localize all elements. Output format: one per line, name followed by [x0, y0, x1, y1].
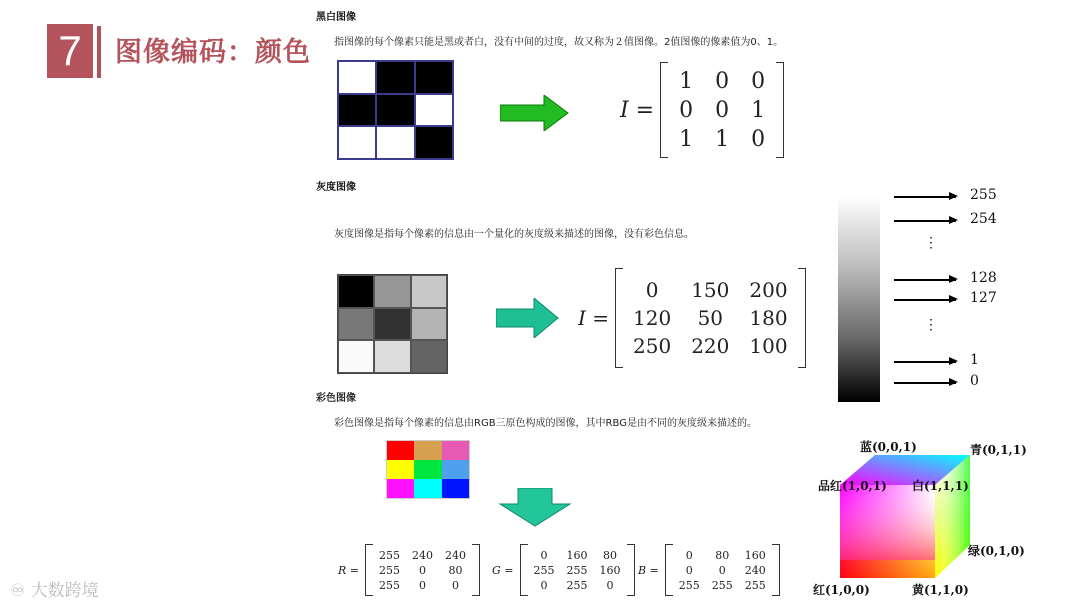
color-pixel [414, 441, 441, 460]
matrix-cell: 255 [379, 563, 400, 577]
matrix-cell: 0 [679, 97, 694, 123]
b-matrix [638, 544, 780, 596]
matrix-cell: 220 [691, 334, 730, 358]
cube-label-white: 白(1,1,1) [912, 479, 969, 493]
b-matrix-label: B = [638, 563, 659, 577]
matrix-cell: 0 [606, 578, 614, 592]
gray-description: 灰度图像是指每个像素的信息由一个量化的灰度级来描述的图像，没有彩色信息。 [334, 229, 694, 240]
color-pixel [387, 441, 414, 460]
bw-pixel [415, 94, 453, 127]
cube-label-blue: 蓝(0,0,1) [860, 440, 917, 454]
bw-pixel [376, 94, 414, 127]
cube-label-green: 绿(0,1,0) [968, 544, 1025, 558]
bw-pixel [376, 126, 414, 159]
bw-pixel [376, 61, 414, 94]
gray-arrow-icon [496, 298, 560, 338]
gray-pixel [411, 275, 447, 308]
matrix-cell: 160 [744, 548, 766, 562]
bw-pixel-grid [337, 60, 454, 160]
matrix-cell: 240 [744, 563, 766, 577]
down-arrow-icon [498, 488, 572, 528]
watermark-logo-icon: ♾ [10, 581, 31, 601]
gray-matrix [578, 268, 806, 368]
r-matrix-values [373, 548, 472, 593]
matrix-cell: 0 [751, 126, 766, 152]
color-pixel [414, 460, 441, 479]
matrix-cell: 0 [685, 548, 693, 562]
matrix-cell: 1 [679, 126, 694, 152]
color-pixel-grid [386, 440, 470, 499]
matrix-cell: 0 [715, 97, 730, 123]
bw-pixel [338, 94, 376, 127]
r-matrix-label: R = [338, 563, 359, 577]
matrix-cell: 255 [566, 563, 588, 577]
matrix-cell: 250 [633, 334, 672, 358]
bw-pixel [338, 126, 376, 159]
cube-label-cyan: 青(0,1,1) [970, 443, 1027, 457]
slide-title: 图像编码：颜色 [115, 37, 311, 68]
b-matrix-values [673, 548, 772, 593]
matrix-cell: 240 [445, 548, 466, 562]
color-pixel [442, 479, 469, 498]
gray-level-label: 254 [970, 211, 997, 227]
matrix-cell: 0 [540, 548, 548, 562]
bw-pixel [415, 61, 453, 94]
matrix-cell: 240 [412, 548, 433, 562]
matrix-cell: 0 [452, 578, 459, 592]
g-matrix-label: G = [492, 563, 514, 577]
cube-label-magenta: 品红(1,0,1) [818, 479, 887, 493]
matrix-cell: 0 [419, 578, 426, 592]
gray-level-ellipsis: ⋮ [924, 235, 938, 251]
gray-pixel [374, 275, 410, 308]
cube-label-yellow: 黄(1,1,0) [912, 583, 969, 597]
matrix-cell: 255 [566, 578, 588, 592]
gray-pixel [338, 308, 374, 341]
matrix-cell: 80 [603, 548, 618, 562]
matrix-cell: 180 [749, 306, 788, 330]
cube-label-red: 红(1,0,0) [813, 583, 870, 597]
gray-level-label: 128 [970, 270, 997, 286]
bw-matrix-values [668, 67, 776, 154]
bw-section-title: 黑白图像 [316, 12, 356, 23]
color-pixel [442, 460, 469, 479]
gray-level-label: 127 [970, 290, 997, 306]
gray-level-arrow-icon [894, 220, 956, 222]
matrix-cell: 0 [645, 278, 659, 302]
matrix-cell: 80 [715, 548, 730, 562]
matrix-cell: 1 [751, 97, 766, 123]
matrix-cell: 0 [751, 68, 766, 94]
header-divider [97, 26, 101, 78]
gray-level-arrow-icon [894, 279, 956, 281]
bw-matrix-label: I = [620, 97, 655, 123]
matrix-cell: 80 [448, 563, 463, 577]
g-matrix-values [528, 548, 627, 593]
gray-pixel [338, 340, 374, 373]
color-pixel [387, 479, 414, 498]
grayscale-gradient-bar [838, 196, 880, 402]
matrix-cell: 160 [599, 563, 621, 577]
rgb-cube [830, 450, 980, 585]
bw-description: 指图像的每个像素只能是黑或者白，没有中间的过度，故又称为２值图像。2值图像的像素值为0、1。 [334, 37, 784, 48]
color-pixel [442, 441, 469, 460]
gray-level-arrow-icon [894, 382, 956, 384]
bw-pixel [338, 61, 376, 94]
gray-pixel [374, 308, 410, 341]
matrix-cell: 255 [533, 563, 555, 577]
matrix-cell: 200 [749, 278, 788, 302]
gray-matrix-values [623, 276, 798, 360]
matrix-cell: 0 [685, 563, 693, 577]
matrix-cell: 0 [718, 563, 726, 577]
gray-level-ellipsis: ⋮ [924, 317, 938, 333]
bw-arrow-icon [500, 95, 570, 131]
matrix-cell: 160 [566, 548, 588, 562]
gray-level-label: 255 [970, 187, 997, 203]
matrix-cell: 255 [379, 578, 400, 592]
gray-pixel [411, 340, 447, 373]
color-description: 彩色图像是指每个像素的信息由RGB三原色构成的图像，其中RBG是由不同的灰度级来描述的。 [334, 418, 757, 429]
matrix-cell: 255 [711, 578, 733, 592]
gray-level-label: 0 [970, 373, 979, 389]
matrix-cell: 0 [540, 578, 548, 592]
r-matrix [338, 544, 480, 596]
matrix-cell: 255 [744, 578, 766, 592]
matrix-cell: 1 [679, 68, 694, 94]
gray-matrix-label: I = [578, 306, 610, 330]
bw-pixel [415, 126, 453, 159]
watermark: ♾ 大数跨境 [10, 581, 99, 601]
matrix-cell: 150 [691, 278, 730, 302]
matrix-cell: 120 [633, 306, 672, 330]
gray-level-arrow-icon [894, 361, 956, 363]
gray-pixel [338, 275, 374, 308]
matrix-cell: 50 [697, 306, 724, 330]
gray-section-title: 灰度图像 [316, 182, 356, 193]
gray-level-label: 1 [970, 352, 979, 368]
slide-number: 7 [47, 24, 93, 78]
gray-level-arrow-icon [894, 299, 956, 301]
matrix-cell: 100 [749, 334, 788, 358]
matrix-cell: 255 [379, 548, 400, 562]
matrix-cell: 0 [419, 563, 426, 577]
gray-pixel [411, 308, 447, 341]
gray-pixel-grid [337, 274, 448, 374]
g-matrix [492, 544, 635, 596]
color-section-title: 彩色图像 [316, 393, 356, 404]
color-pixel [414, 479, 441, 498]
matrix-cell: 0 [715, 68, 730, 94]
gray-pixel [374, 340, 410, 373]
bw-matrix [620, 62, 784, 158]
matrix-cell: 1 [715, 126, 730, 152]
matrix-cell: 255 [678, 578, 700, 592]
gray-level-arrow-icon [894, 196, 956, 198]
color-pixel [387, 460, 414, 479]
